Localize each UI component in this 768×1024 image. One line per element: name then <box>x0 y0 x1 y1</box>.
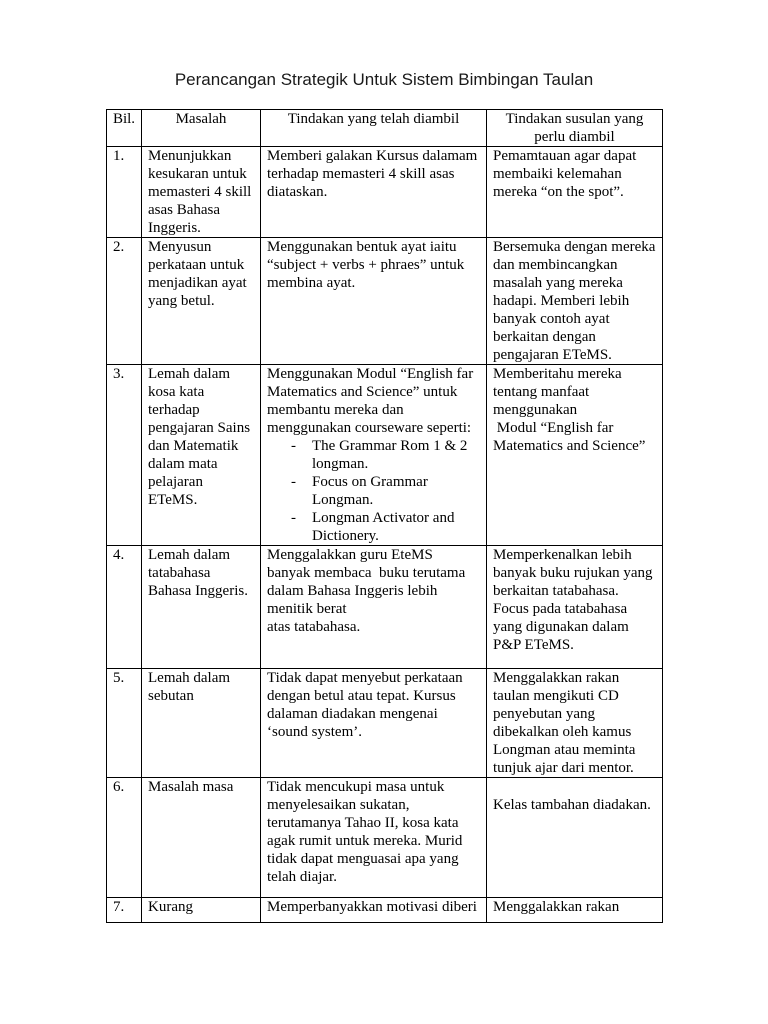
table-body <box>107 147 663 923</box>
text-line: Memberi galakan Kursus dalamam <box>267 148 478 164</box>
text-line: Menyusun <box>148 239 212 255</box>
text-line: Tidak mencukupi masa untuk <box>267 779 445 795</box>
text-line: memasteri 4 skill <box>148 184 252 200</box>
text-line: menggunakan courseware seperti: <box>267 420 472 436</box>
cell-tindakan <box>261 669 487 778</box>
text-line: Menunjukkan <box>148 148 232 164</box>
text-line: Longman Activator and <box>312 510 455 526</box>
text-line: hadapi. Memberi lebih <box>493 293 630 309</box>
text-line: atas tatabahasa. <box>267 619 361 635</box>
table-row <box>107 778 663 898</box>
table-row <box>107 898 663 923</box>
text-line: menggunakan <box>493 402 578 418</box>
text-line: P&P ETeMS. <box>493 637 574 653</box>
text-line: mereka “on the spot”. <box>493 184 624 200</box>
cell-susulan <box>487 365 663 546</box>
text-line: Menggunakan Modul “English far <box>267 366 474 382</box>
text-line: menyelesaikan sukatan, <box>267 797 410 813</box>
text-line: dibekalkan oleh kamus <box>493 724 632 740</box>
text-line: yang digunakan dalam <box>493 619 629 635</box>
text-line: pengajaran Sains <box>148 420 251 436</box>
cell-tindakan <box>261 546 487 669</box>
text-line: Bersemuka dengan mereka <box>493 239 656 255</box>
cell-masalah <box>142 365 261 546</box>
text-line: dalaman diadakan mengenai <box>267 706 438 722</box>
header-bil <box>107 110 142 147</box>
cell-bil: 5. <box>107 669 142 778</box>
text-line: pelajaran <box>148 474 203 490</box>
header-text: Tindakan yang telah diambil <box>287 111 460 127</box>
text-line: Masalah masa <box>148 779 234 795</box>
cell-susulan <box>487 147 663 238</box>
cell-tindakan <box>261 778 487 898</box>
text-line: menitik berat <box>267 601 347 617</box>
list-item-text <box>312 437 484 473</box>
text-line: perkataan untuk <box>148 257 245 273</box>
text-line: dalam Bahasa Inggeris lebih <box>267 583 438 599</box>
cell-tindakan <box>261 147 487 238</box>
text-line: berkaitan tatabahasa. <box>493 583 619 599</box>
cell-bil: 6. <box>107 778 142 898</box>
cell-tindakan <box>261 238 487 365</box>
text-line: terhadap <box>148 402 200 418</box>
text-line: Longman. <box>312 492 374 508</box>
table-row <box>107 365 663 546</box>
text-line: membantu mereka dan <box>267 402 404 418</box>
text-line: telah diajar. <box>267 869 337 885</box>
text-line: Dictionery. <box>312 528 379 544</box>
text-line: diataskan. <box>267 184 328 200</box>
text-line: tidak dapat menguasai apa yang <box>267 851 459 867</box>
text-line: membina ayat. <box>267 275 356 291</box>
header-text: Bil. <box>112 111 136 127</box>
text-line: yang betul. <box>148 293 215 309</box>
text-line: taulan mengikuti CD <box>493 688 619 704</box>
list-item <box>267 437 484 473</box>
text-line: Menggalakkan rakan <box>493 670 620 686</box>
text-line: Longman atau meminta <box>493 742 636 758</box>
text-line: Pemamtauan agar dapat <box>493 148 637 164</box>
header-tindakan <box>261 110 487 147</box>
text-line: dan membincangkan <box>493 257 618 273</box>
text-line: tunjuk ajar dari mentor. <box>493 760 634 776</box>
text-line: kosa kata <box>148 384 205 400</box>
text-line: Lemah dalam <box>148 547 231 563</box>
strategy-table <box>106 109 663 923</box>
document-title: Perancangan Strategik Untuk Sistem Bimbingan Taulan <box>174 70 594 89</box>
text-line: Memberitahu mereka <box>493 366 622 382</box>
text-line: Kelas tambahan diadakan. <box>493 797 651 813</box>
text-line: “subject + verbs + phraes” untuk <box>267 257 465 273</box>
text-line: Lemah dalam <box>148 670 231 686</box>
text-line: ETeMS. <box>148 492 198 508</box>
table-row <box>107 147 663 238</box>
text-line: terhadap memasteri 4 skill asas <box>267 166 455 182</box>
text-line: Memperbanyakkan motivasi diberi <box>267 899 477 915</box>
text-line: Menggalakkan rakan <box>493 899 620 915</box>
text-line: longman. <box>312 456 369 472</box>
cell-masalah <box>142 147 261 238</box>
text-line: tentang manfaat <box>493 384 590 400</box>
header-susulan <box>487 110 663 147</box>
table-row <box>107 238 663 365</box>
cell-susulan <box>487 238 663 365</box>
text-line: berkaitan dengan <box>493 329 596 345</box>
cell-susulan <box>487 546 663 669</box>
list-marker: - <box>291 474 296 490</box>
text-line: agak rumit untuk mereka. Murid <box>267 833 463 849</box>
text-line: dengan betul atau tepat. Kursus <box>267 688 456 704</box>
text-line: pengajaran ETeMS. <box>493 347 612 363</box>
list-marker: - <box>291 438 296 454</box>
text-line: menjadikan ayat <box>148 275 247 291</box>
cell-bil: 1. <box>107 147 142 238</box>
cell-tindakan <box>261 898 487 923</box>
text-line: dalam mata <box>148 456 218 472</box>
text-line: banyak contoh ayat <box>493 311 610 327</box>
text-line: Modul “English far <box>493 420 614 436</box>
text-line: Memperkenalkan lebih <box>493 547 632 563</box>
text-line: Menggunakan bentuk ayat iaitu <box>267 239 457 255</box>
cell-susulan <box>487 898 663 923</box>
text-line: banyak membaca buku terutama <box>267 565 466 581</box>
header-masalah <box>142 110 261 147</box>
header-text: Tindakan susulan yang <box>505 111 644 127</box>
text-line: The Grammar Rom 1 & 2 <box>312 438 468 454</box>
text-line: Lemah dalam <box>148 366 231 382</box>
table-header-row <box>107 110 663 147</box>
text-line: kesukaran untuk <box>148 166 247 182</box>
text-line: dan Matematik <box>148 438 239 454</box>
text-line: Focus on Grammar <box>312 474 428 490</box>
list-item-text <box>312 509 484 545</box>
cell-bil: 7. <box>107 898 142 923</box>
text-line: penyebutan yang <box>493 706 596 722</box>
text-line: membaiki kelemahan <box>493 166 622 182</box>
cell-bil: 4. <box>107 546 142 669</box>
text-line: Matematics and Science” <box>493 438 646 454</box>
cell-susulan <box>487 778 663 898</box>
cell-masalah <box>142 238 261 365</box>
text-line: Bahasa Inggeris. <box>148 583 248 599</box>
text-line: masalah yang mereka <box>493 275 623 291</box>
table-row <box>107 546 663 669</box>
cell-masalah <box>142 778 261 898</box>
cell-masalah <box>142 669 261 778</box>
text-line: asas Bahasa <box>148 202 221 218</box>
text-line: Focus pada tatabahasa <box>493 601 628 617</box>
header-text: perlu diambil <box>534 129 615 145</box>
list-item <box>267 509 484 545</box>
text-line: Tidak dapat menyebut perkataan <box>267 670 463 686</box>
cell-masalah <box>142 546 261 669</box>
text-line: Inggeris. <box>148 220 201 236</box>
cell-bil: 2. <box>107 238 142 365</box>
text-line: terutamanya Tahao II, kosa kata <box>267 815 459 831</box>
cell-masalah <box>142 898 261 923</box>
text-line: sebutan <box>148 688 194 704</box>
list-item-text <box>312 473 484 509</box>
list-item <box>267 473 484 509</box>
text-line: tatabahasa <box>148 565 211 581</box>
text-line: Matematics and Science” untuk <box>267 384 458 400</box>
cell-susulan <box>487 669 663 778</box>
table-row <box>107 669 663 778</box>
text-line: banyak buku rujukan yang <box>493 565 653 581</box>
header-text: Masalah <box>175 111 227 127</box>
cell-bil: 3. <box>107 365 142 546</box>
cell-tindakan <box>261 365 487 546</box>
list-marker: - <box>291 510 296 526</box>
text-line: Menggalakkan guru EteMS <box>267 547 433 563</box>
text-line: ‘sound system’. <box>267 724 362 740</box>
text-line: Kurang <box>148 899 193 915</box>
bullet-list <box>267 437 484 545</box>
